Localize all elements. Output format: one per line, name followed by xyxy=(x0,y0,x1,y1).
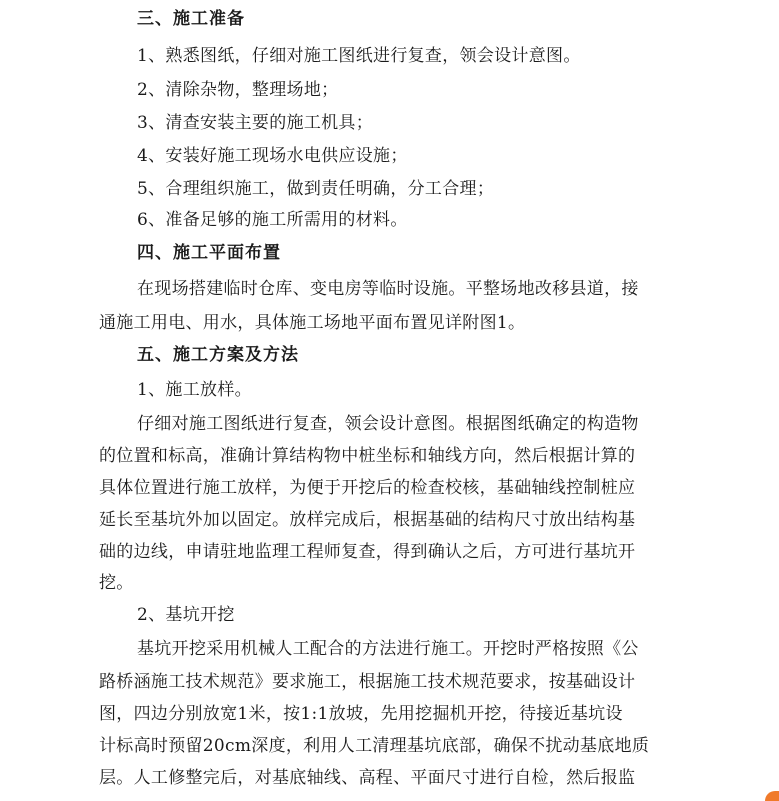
paragraph-line: 挖。 xyxy=(99,573,134,593)
paragraph-line: 在现场搭建临时仓库、变电房等临时设施。平整场地改移县道，接 xyxy=(137,279,639,299)
section-heading-construction-methods: 五、施工方案及方法 xyxy=(137,345,299,365)
paragraph-line: 计标高时预留20cm深度，利用人工清理基坑底部，确保不扰动基底地质 xyxy=(99,736,650,756)
list-item: 1、熟悉图纸，仔细对施工图纸进行复查，领会设计意图。 xyxy=(137,46,581,66)
list-item: 6、准备足够的施工所需用的材料。 xyxy=(137,210,408,230)
paragraph-line: 层。人工修整完后，对基底轴线、高程、平面尺寸进行自检，然后报监 xyxy=(99,768,636,788)
corner-logo-fragment xyxy=(765,791,779,801)
subsection-title-setting-out: 1、施工放样。 xyxy=(137,380,252,400)
paragraph-line: 基坑开挖采用机械人工配合的方法进行施工。开挖时严格按照《公 xyxy=(137,639,639,659)
paragraph-line: 仔细对施工图纸进行复查，领会设计意图。根据图纸确定的构造物 xyxy=(137,414,639,434)
list-item: 3、清查安装主要的施工机具； xyxy=(137,113,374,133)
paragraph-line: 的位置和标高，准确计算结构物中桩坐标和轴线方向，然后根据计算的 xyxy=(99,446,636,466)
paragraph-line: 图，四边分别放宽1米，按1:1放坡，先用挖掘机开挖，待接近基坑设 xyxy=(99,704,623,724)
paragraph-line: 础的边线，申请驻地监理工程师复查，得到确认之后，方可进行基坑开 xyxy=(99,542,636,562)
paragraph-line: 路桥涵施工技术规范》要求施工，根据施工技术规范要求，按基础设计 xyxy=(99,672,636,692)
paragraph-line: 通施工用电、用水，具体施工场地平面布置见详附图1。 xyxy=(99,313,526,333)
paragraph-line: 具体位置进行施工放样，为便于开挖后的检查校核，基础轴线控制桩应 xyxy=(99,478,636,498)
list-item: 4、安装好施工现场水电供应设施； xyxy=(137,146,408,166)
subsection-title-excavation: 2、基坑开挖 xyxy=(137,605,235,625)
list-item: 5、合理组织施工，做到责任明确，分工合理； xyxy=(137,179,495,199)
list-item: 2、清除杂物，整理场地； xyxy=(137,80,339,100)
section-heading-construction-preparation: 三、施工准备 xyxy=(137,9,245,29)
section-heading-site-layout: 四、施工平面布置 xyxy=(137,243,281,263)
paragraph-line: 延长至基坑外加以固定。放样完成后，根据基础的结构尺寸放出结构基 xyxy=(99,510,636,530)
